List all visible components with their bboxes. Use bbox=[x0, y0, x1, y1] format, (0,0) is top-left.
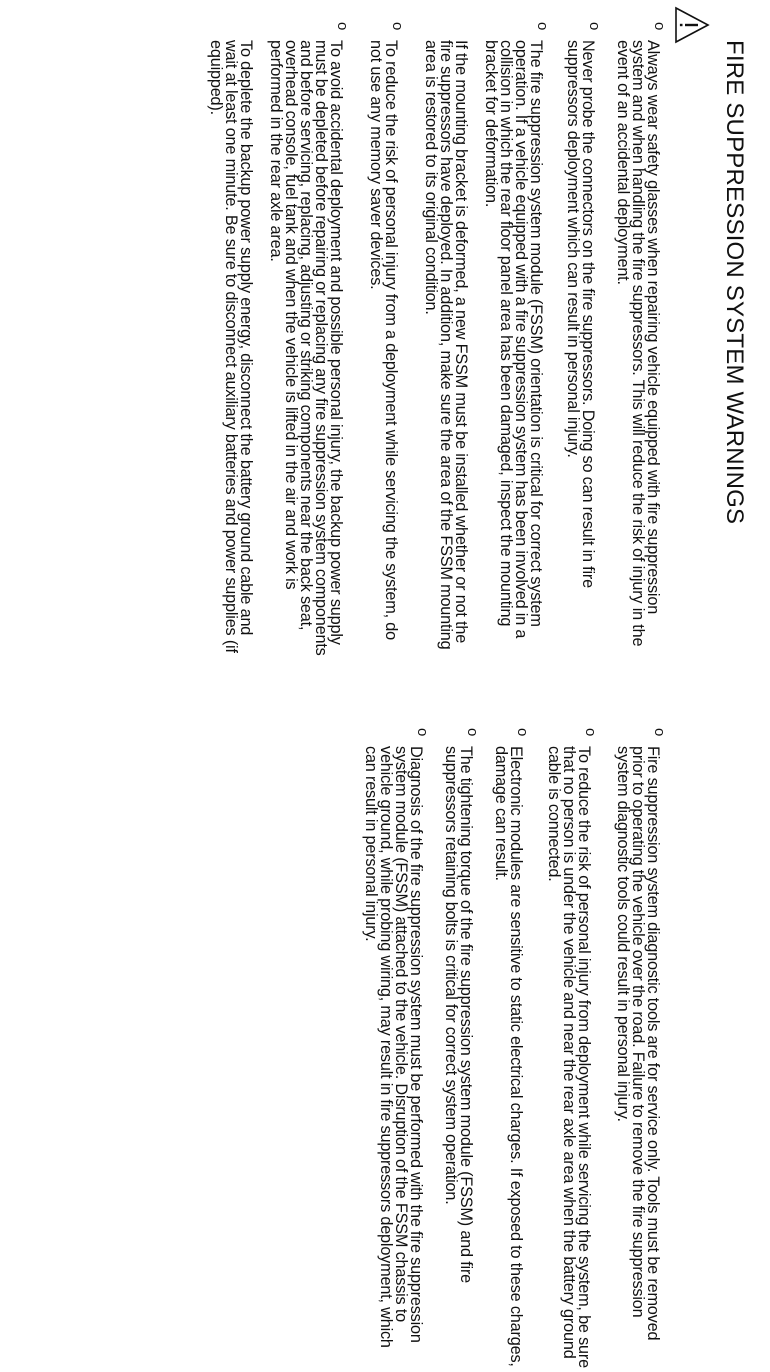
bullet-icon: o bbox=[586, 22, 603, 31]
warnings-left-column bbox=[207, 22, 668, 662]
bullet-icon: o bbox=[334, 22, 351, 31]
warning-text: Always wear safety glasses when repairing vehicle equipped with fire suppression system and when handling the fire suppressors. This will reduce the risk of injury in the event of an accidental deployment. bbox=[614, 40, 662, 647]
warning-item bbox=[492, 728, 531, 1368]
warning-text: If the mounting bracket is deformed, a new FSSM must be installed whether or not the fire suppressors have deployed. In addition, make sure the area of the FSSM mounting area is restored to its original condition. bbox=[422, 40, 470, 650]
warning-item bbox=[545, 728, 599, 1368]
warning-text: Never probe the connectors on the fire suppressors. Doing so can result in fire suppressors deployment which can result in personal injury. bbox=[564, 40, 597, 589]
warning-text: Electronic modules are sensitive to static electrical charges. If exposed to these charges, damage can result. bbox=[492, 746, 525, 1367]
bullet-icon: o bbox=[582, 728, 599, 737]
warning-item bbox=[442, 728, 481, 1368]
warning-text: Fire suppression system diagnostic tools are for service only. Tools must be removed prior to operating the vehicle over the road. Failure to remove the fire suppression system diagnostic tools could result in personal injury. bbox=[614, 746, 662, 1341]
warning-text: The fire suppression system module (FSSM) orientation is critical for correct system operation. If a vehicle equipped with a fire suppression system has been involved in a collision in which the rear floor panel area has been damaged, inspect the mounting bracket for deformation. bbox=[482, 40, 545, 639]
warnings-right-column bbox=[362, 728, 668, 1368]
warning-text: To reduce the risk of personal injury from a deployment while servicing the system, do not use any memory saver devices. bbox=[367, 40, 400, 640]
warning-text: The tightening torque of the fire suppression system module (FSSM) and fire suppressors retaining bolts is critical for correct system operation. bbox=[442, 746, 475, 1284]
page-title: FIRE SUPPRESSION SYSTEM WARNINGS bbox=[721, 40, 748, 525]
bullet-icon: o bbox=[389, 22, 406, 31]
warning-item bbox=[207, 22, 351, 662]
warning-text: Diagnosis of the fire suppression system must be performed with the fire suppression system module (FSSM) attached to the vehicle. Disruption of the FSSM chassis to vehicle ground, while probing wiring, may result in fire suppressors deployment, which can result in personal injury. bbox=[362, 746, 425, 1348]
warning-text: To deplete the backup power supply energy, disconnect the battery ground cable and wait at least one minute. Be sure to disconnect auxiliary batteries and power supplies (if equipped). bbox=[207, 40, 255, 653]
bullet-icon: o bbox=[514, 728, 531, 737]
warning-triangle-icon bbox=[674, 6, 710, 44]
warning-item bbox=[367, 22, 406, 662]
warning-item bbox=[362, 728, 431, 1368]
bullet-icon: o bbox=[651, 728, 668, 737]
bullet-icon: o bbox=[414, 728, 431, 737]
warning-item bbox=[614, 22, 668, 662]
bullet-icon: o bbox=[651, 22, 668, 31]
warning-text: To reduce the risk of personal injury from deployment while servicing the system, be sure that no person is under the vehicle and near the rear axle area when the battery ground cable is connected. bbox=[545, 746, 593, 1368]
warning-item bbox=[564, 22, 603, 662]
warning-text: To avoid accidental deployment and possible personal injury, the backup power supply must be depleted before repairing or replacing any fire suppression system components and before servicing, replacing, adjusting or striking components near the back seat, overhead console, fuel tank and when the vehicle is lifted in the air and work is performed in the rear axle area. bbox=[267, 40, 345, 656]
bullet-icon: o bbox=[534, 22, 551, 31]
warning-item bbox=[422, 22, 551, 662]
warning-item bbox=[614, 728, 668, 1368]
bullet-icon: o bbox=[464, 728, 481, 737]
